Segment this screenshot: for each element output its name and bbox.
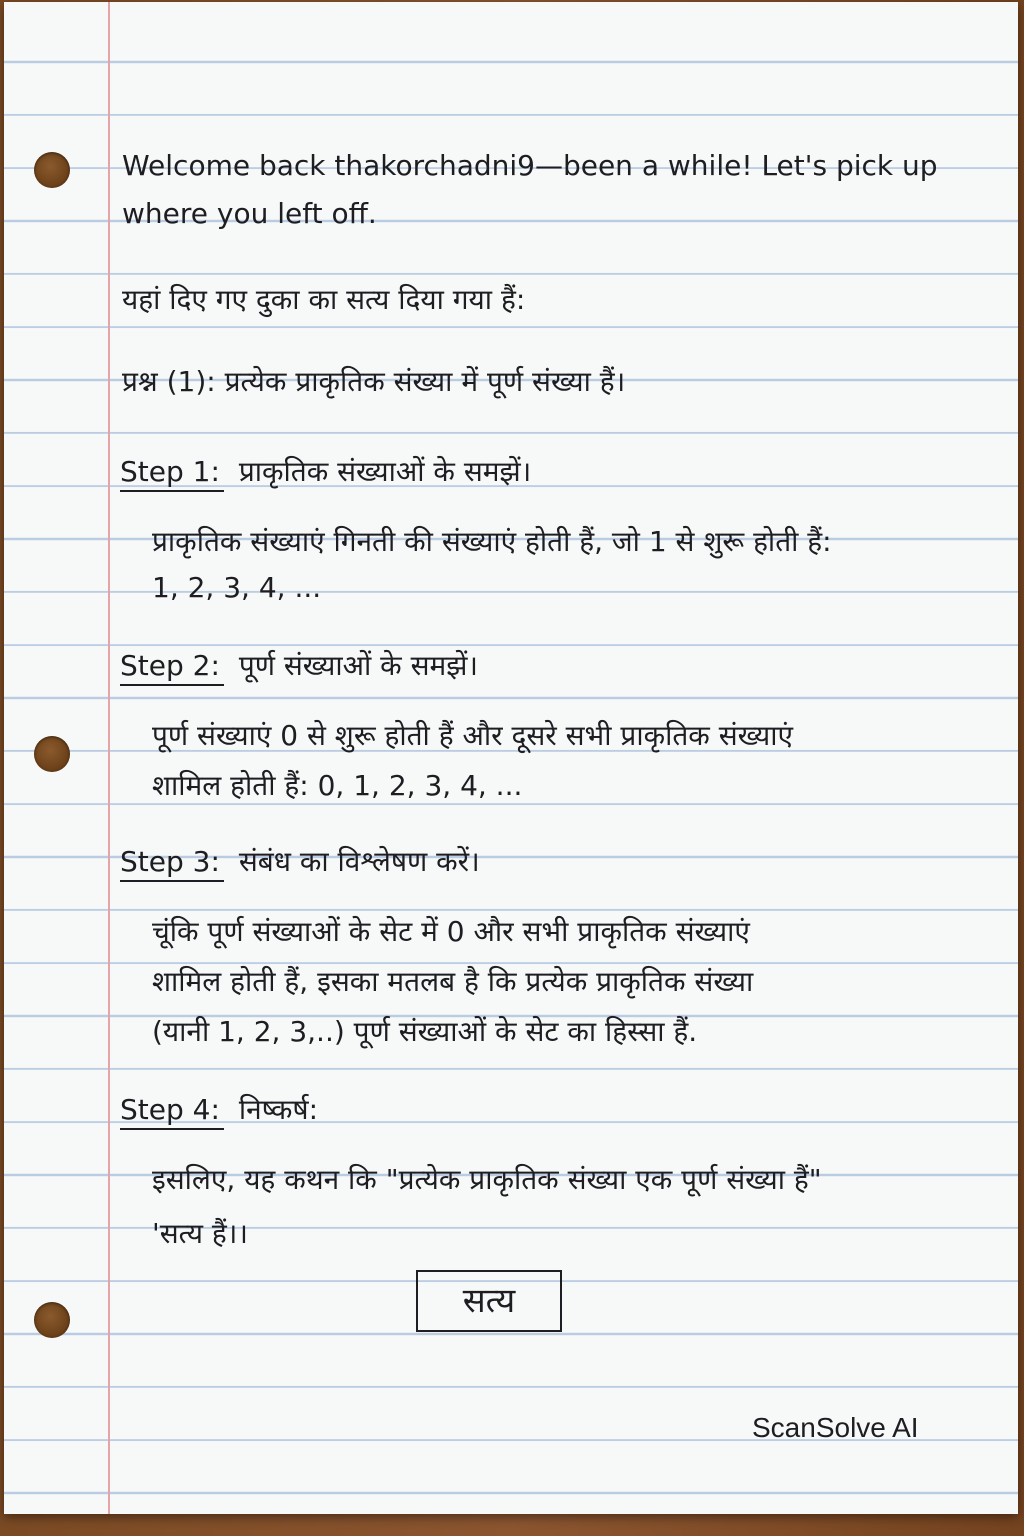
step-1-label: Step 1: xyxy=(120,454,224,492)
intro-text: यहां दिए गए दुका का सत्य दिया गया हैं: xyxy=(122,283,526,316)
greeting-line-2: where you left off. xyxy=(122,197,377,230)
step-1-title: प्राकृतिक संख्याओं के समझें। xyxy=(238,455,532,488)
punch-hole-icon xyxy=(34,1302,70,1338)
step-4-title: निष्कर्ष: xyxy=(238,1093,319,1126)
step-2-line-1: पूर्ण संख्याएं 0 से शुरू होती हैं और दूसरे सभी प्राकृतिक संख्याएं xyxy=(152,719,793,752)
step-4-label: Step 4: xyxy=(120,1092,224,1130)
step-3-line-1: चूंकि पूर्ण संख्याओं के सेट में 0 और सभी प्राकृतिक संख्याएं xyxy=(152,915,750,948)
step-4-heading xyxy=(120,1086,318,1134)
punch-hole-icon xyxy=(34,152,70,188)
greeting-line-1: Welcome back thakorchadni9—been a while! Let's pick up xyxy=(122,149,938,182)
step-3-line-3: (यानी 1, 2, 3,..) पूर्ण संख्याओं के सेट का हिस्सा हैं. xyxy=(152,1015,698,1048)
step-3-label: Step 3: xyxy=(120,844,224,882)
step-4-line-2: 'सत्य हैं।। xyxy=(152,1217,248,1250)
step-2-line-2: शामिल होती हैं: 0, 1, 2, 3, 4, ... xyxy=(152,769,523,802)
punch-hole-icon xyxy=(34,736,70,772)
brand-watermark: ScanSolve AI xyxy=(752,1412,919,1443)
step-3-heading xyxy=(120,838,480,886)
step-3-title: संबंध का विश्लेषण करें। xyxy=(238,845,480,878)
step-1-heading xyxy=(120,448,531,496)
step-2-title: पूर्ण संख्याओं के समझें। xyxy=(238,649,479,682)
step-1-line-2: 1, 2, 3, 4, ... xyxy=(152,571,322,604)
step-2-label: Step 2: xyxy=(120,648,224,686)
step-2-heading xyxy=(120,642,478,690)
question-text: प्रश्न (1): प्रत्येक प्राकृतिक संख्या में पूर्ण संख्या हैं। xyxy=(122,365,626,398)
step-4-line-1: इसलिए, यह कथन कि "प्रत्येक प्राकृतिक संख्या एक पूर्ण संख्या हैं" xyxy=(152,1163,822,1196)
step-1-line-1: प्राकृतिक संख्याएं गिनती की संख्याएं होती हैं, जो 1 से शुरू होती हैं: xyxy=(152,525,832,558)
final-answer-box: सत्य xyxy=(416,1270,562,1332)
notebook-paper xyxy=(4,2,1018,1514)
step-3-line-2: शामिल होती हैं, इसका मतलब है कि प्रत्येक प्राकृतिक संख्या xyxy=(152,965,754,998)
red-margin-line xyxy=(108,2,110,1514)
